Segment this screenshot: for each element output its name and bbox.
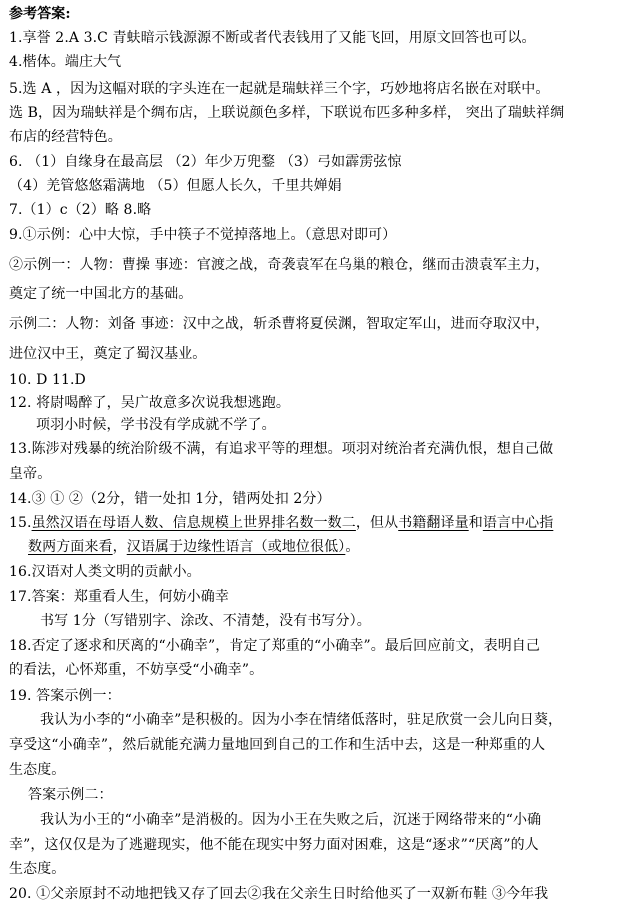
q15-text-3: ， (112, 539, 127, 555)
q15-underlined-5: 汉语属于边缘性语言（或地位很低） (126, 539, 346, 555)
answer-line-6: 6. （1）自缘身在最高层 （2）年少万兜鍪 （3）弓如霹雳弦惊 (9, 154, 402, 170)
answer-line-13b: 皇帝。 (9, 466, 52, 482)
answer-line-9b: ②示例一：人物：曹操 事迹：官渡之战，奇袭袁军在乌巢的粮仓，继而击溃袁军主力， (9, 257, 550, 273)
q15-underlined-3: 语言中心指 (482, 515, 554, 531)
answer-line-20: 20. ①父亲原封不动地把钱又存了回去②我在父亲生日时给他买了一双新布鞋 ③今年我 (9, 886, 549, 902)
answer-line-4: 4.楷体。端庄大气 (9, 54, 122, 70)
answer-line-12b: 项羽小时候，学书没有学成就不学了。 (36, 417, 276, 433)
answer-line-19: 19. 答案示例一： (9, 688, 121, 704)
q15-text-4: 。 (345, 539, 360, 555)
q15-underlined-2: 书籍翻译量 (398, 515, 469, 531)
answer-line-17: 17.答案：郑重看人生，何妨小确幸 (9, 589, 229, 605)
q15-text-1: ，但从 (355, 515, 399, 531)
answer-line-5b: 选 B，因为瑞蚨祥是个绸布店，上联说颜色多样，下联说布匹多种多样， 突出了瑞蚨祥绸 (9, 105, 565, 121)
answer-line-19c: 享受这“小确幸”，然后就能充满力量地回到自己的工作和生活中去，这是一种郑重的人 (9, 737, 546, 753)
answer-line-10-11: 10. D 11.D (9, 372, 86, 388)
answer-line-9d: 示例二：人物：刘备 事迹：汉中之战，斩杀曹将夏侯渊，智取定军山，进而夺取汉中， (9, 316, 550, 332)
answer-line-9: 9.①示例：心中大惊，手中筷子不觉掉落地上。（意思对即可） (9, 227, 397, 243)
answer-line-5: 5.选 A ，因为这幅对联的字头连在一起就是瑞蚨祥三个字，巧妙地将店名嵌在对联中。 (9, 81, 550, 97)
answer-line-12: 12. 将尉喝醉了，吴广故意多次说我想逃跑。 (9, 395, 290, 411)
q15-underlined-4: 数两方面来看 (28, 539, 113, 555)
answer-line-15b (28, 535, 639, 559)
answer-line-19g: 幸”，这仅仅是为了逃避现实，他不能在现实中努力面对困难，这是“逐求”“厌离”的人 (9, 837, 539, 853)
answer-line-1-3: 1.享誉 2.A 3.C 青蚨暗示钱源源不断或者代表钱用了又能飞回，用原文回答也可以。 (9, 30, 536, 46)
answer-line-17b: 书写 1分（写错别字、涂改、不清楚，没有书写分）。 (40, 613, 371, 629)
q15-text-2: 和 (468, 515, 483, 531)
doc-title: 参考答案: (9, 6, 71, 22)
answer-line-14: 14.③ ① ②（2分，错一处扣 1分，错两处扣 2分） (9, 491, 331, 507)
answer-line-9c: 奠定了统一中国北方的基础。 (9, 286, 193, 302)
answer-line-5c: 布店的经营特色。 (9, 129, 122, 145)
answer-line-19d: 生态度。 (9, 762, 66, 778)
answer-line-15 (9, 511, 639, 535)
answer-line-18: 18.否定了逐求和厌离的“小确幸”，肯定了郑重的“小确幸”。最后回应前文，表明自己 (9, 638, 540, 654)
q15-number: 15. (9, 515, 32, 531)
answer-line-6b: （4）羌管悠悠霜满地 （5）但愿人长久，千里共婵娟 (9, 178, 342, 194)
q15-underlined-1: 虽然汉语在母语人数、信息规模上世界排名数一数二 (31, 515, 356, 531)
answer-line-19f: 我认为小王的“小确幸”是消极的。因为小王在失败之后，沉迷于网络带来的“小确 (40, 812, 542, 828)
answer-line-18b: 的看法，心怀郑重，不妨享受“小确幸”。 (9, 662, 264, 678)
answer-line-13: 13.陈涉对残暴的统治阶级不满，有追求平等的理想。项羽对统治者充满仇恨，想自己做 (9, 441, 554, 457)
answer-line-19e: 答案示例二： (28, 787, 113, 803)
answer-line-9e: 进位汉中王，奠定了蜀汉基业。 (9, 346, 207, 362)
answer-line-19b: 我认为小李的“小确幸”是积极的。因为小李在情绪低落时，驻足欣赏一会儿向日葵， (40, 712, 563, 728)
answer-line-16: 16.汉语对人类文明的贡献小。 (9, 564, 201, 580)
answer-line-7-8: 7.（1）c（2）略 8.略 (9, 202, 152, 218)
answer-line-19h: 生态度。 (9, 861, 66, 877)
